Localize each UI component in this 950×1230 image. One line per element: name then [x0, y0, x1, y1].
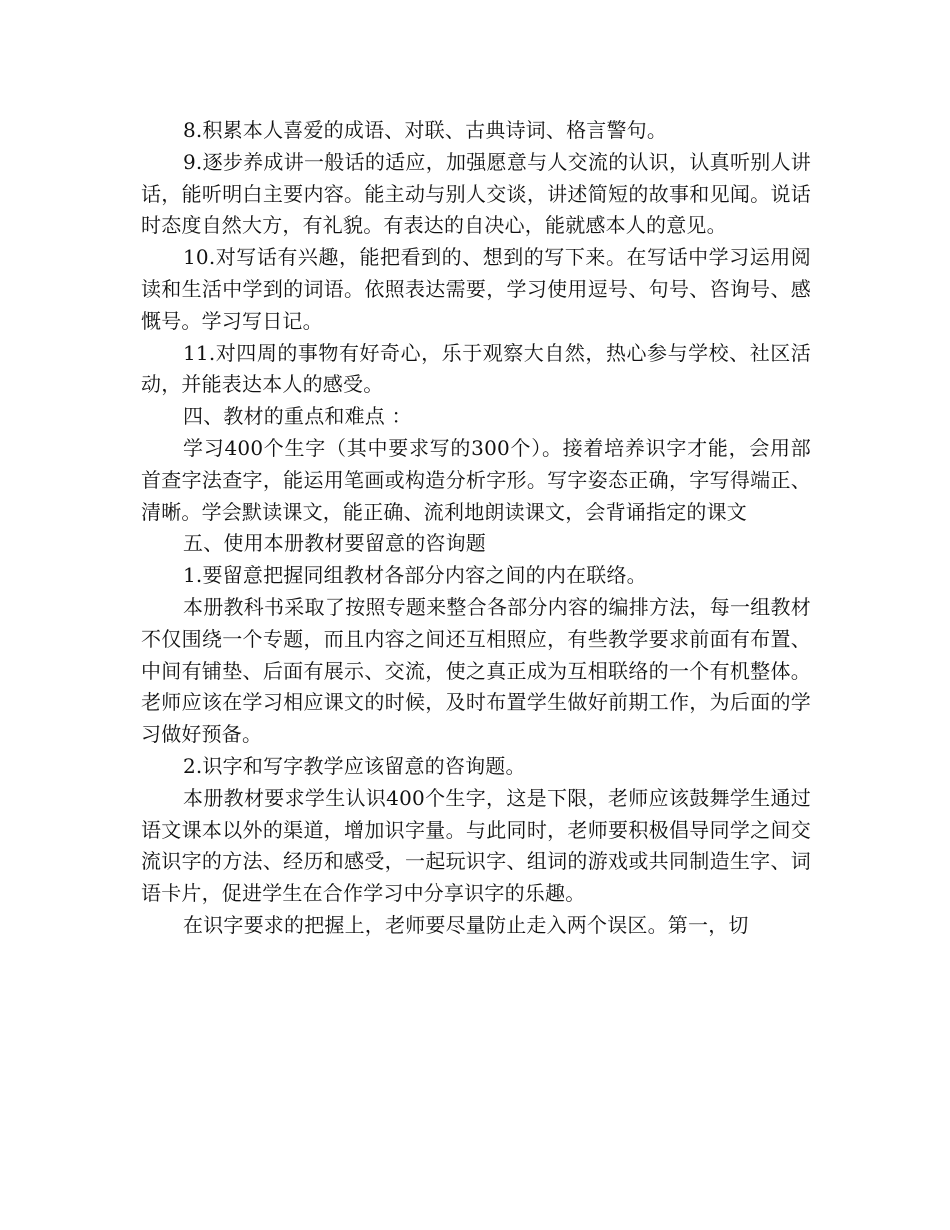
paragraph-key-points: 学习400个生字（其中要求写的300个）。接着培养识字才能，会用部首查字法查字，能运用笔画或构造分析字形。写字姿态正确，字写得端正、清晰。学会默读课文，能正确、流利地朗读课文，会背诵指定的课文: [141, 435, 811, 524]
paragraph-item-9: 9.逐步养成讲一般话的适应，加强愿意与人交流的认识，认真听别人讲话，能听明白主要内容。能主动与别人交谈，讲述简短的故事和见闻。说话时态度自然大方，有礼貌。有表达的自决心，能就感本人的意见。: [141, 149, 811, 238]
subheading-issue-1: 1.要留意把握同组教材各部分内容之间的内在联络。: [183, 563, 647, 588]
paragraph-item-11: 11.对四周的事物有好奇心，乐于观察大自然，热心参与学校、社区活动，并能表达本人的感受。: [141, 340, 811, 397]
subheading-issue-2: 2.识字和写字教学应该留意的咨询题。: [183, 753, 526, 778]
paragraph-item-10: 10.对写话有兴趣，能把看到的、想到的写下来。在写话中学习运用阅读和生活中学到的词语。依照表达需要，学习使用逗号、句号、咨询号、感慨号。学习写日记。: [141, 245, 811, 333]
paragraph-issue-2: 本册教材要求学生认识400个生字，这是下限，老师应该鼓舞学生通过语文课本以外的渠道，增加识字量。与此同时，老师要积极倡导同学之间交流识字的方法、经历和感受，一起玩识字、组词的游戏或共同制造生字、词语卡片，促进学生在合作学习中分享识字的乐趣。: [141, 785, 811, 906]
section-heading-key-points: 四、教材的重点和难点 ：: [183, 404, 412, 429]
paragraph-item-8: 8.积累本人喜爱的成语、对联、古典诗词、格言警句。: [183, 118, 668, 142]
paragraph-issue-1: 本册教科书采取了按照专题来整合各部分内容的编排方法，每一组教材不仅围绕一个专题，而且内容之间还互相照应，有些教学要求前面有布置、中间有铺垫、后面有展示、交流，使之真正成为互相联络的一个有机整体。老师应该在学习相应课文的时候，及时布置学生做好前期工作，为后面的学习做好预备。: [141, 594, 811, 747]
document-page: [141, 115, 811, 942]
section-heading-issues: 五、使用本册教材要留意的咨询题: [183, 531, 486, 556]
paragraph-issue-2-continued: 在识字要求的把握上，老师要尽量防止走入两个误区。第一，切: [183, 912, 749, 937]
